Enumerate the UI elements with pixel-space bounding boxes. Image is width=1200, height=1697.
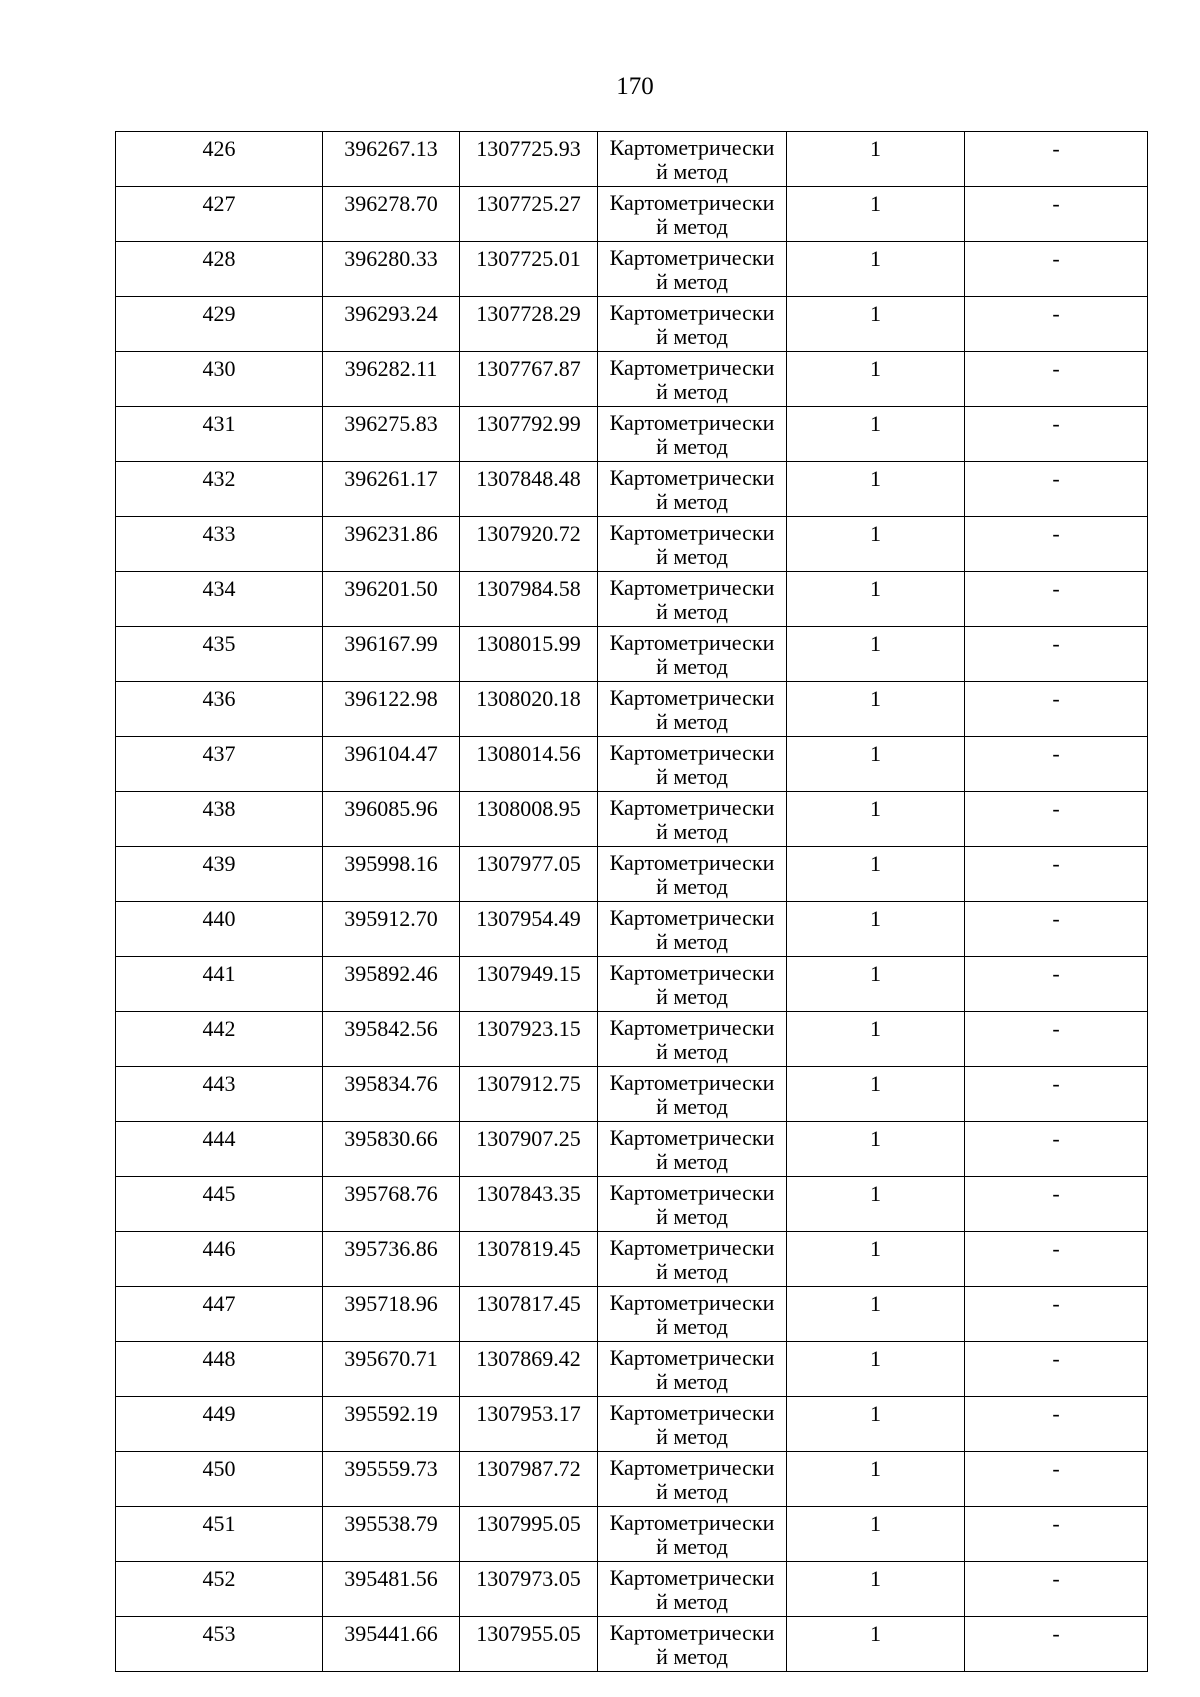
accuracy-cell: 1	[787, 1342, 965, 1397]
accuracy-cell: 1	[787, 352, 965, 407]
method-text-line-2: й метод	[656, 1095, 728, 1119]
table-row	[116, 792, 1148, 847]
y-coordinate-cell: 1307869.42	[460, 1342, 598, 1397]
x-coordinate-cell: 395481.56	[323, 1562, 460, 1617]
point-number-cell: 439	[116, 847, 323, 902]
table-row	[116, 847, 1148, 902]
method-cell	[598, 352, 787, 407]
accuracy-cell: 1	[787, 1562, 965, 1617]
method-text-line-1: Картометрически	[609, 356, 775, 380]
point-number-cell: 435	[116, 627, 323, 682]
table-row	[116, 407, 1148, 462]
method-text-line-1: Картометрически	[609, 1016, 775, 1040]
note-cell: -	[965, 132, 1148, 187]
method-cell	[598, 517, 787, 572]
table-row	[116, 517, 1148, 572]
method-text-line-2: й метод	[656, 765, 728, 789]
method-text-line-1: Картометрически	[609, 961, 775, 985]
note-cell: -	[965, 407, 1148, 462]
accuracy-cell: 1	[787, 1012, 965, 1067]
point-number-cell: 438	[116, 792, 323, 847]
table-row	[116, 1232, 1148, 1287]
x-coordinate-cell: 396085.96	[323, 792, 460, 847]
note-cell: -	[965, 297, 1148, 352]
x-coordinate-cell: 395718.96	[323, 1287, 460, 1342]
note-cell: -	[965, 627, 1148, 682]
note-cell: -	[965, 1232, 1148, 1287]
table-row	[116, 242, 1148, 297]
method-text-line-1: Картометрически	[609, 686, 775, 710]
x-coordinate-cell: 396282.11	[323, 352, 460, 407]
note-cell: -	[965, 1342, 1148, 1397]
x-coordinate-cell: 395830.66	[323, 1122, 460, 1177]
x-coordinate-cell: 396201.50	[323, 572, 460, 627]
accuracy-cell: 1	[787, 1177, 965, 1232]
method-text-line-2: й метод	[656, 655, 728, 679]
method-text-line-1: Картометрически	[609, 1511, 775, 1535]
accuracy-cell: 1	[787, 242, 965, 297]
method-text-line-1: Картометрически	[609, 796, 775, 820]
x-coordinate-cell: 395892.46	[323, 957, 460, 1012]
method-text-line-2: й метод	[656, 435, 728, 459]
method-text-line-2: й метод	[656, 710, 728, 734]
table-row	[116, 1122, 1148, 1177]
table-row	[116, 1397, 1148, 1452]
method-text-line-2: й метод	[656, 1150, 728, 1174]
x-coordinate-cell: 396280.33	[323, 242, 460, 297]
method-text-line-2: й метод	[656, 1535, 728, 1559]
method-text-line-1: Картометрически	[609, 1126, 775, 1150]
note-cell: -	[965, 1507, 1148, 1562]
point-number-cell: 428	[116, 242, 323, 297]
method-text-line-2: й метод	[656, 380, 728, 404]
method-text-line-2: й метод	[656, 1590, 728, 1614]
note-cell: -	[965, 572, 1148, 627]
method-text-line-1: Картометрически	[609, 741, 775, 765]
y-coordinate-cell: 1307843.35	[460, 1177, 598, 1232]
method-cell	[598, 1507, 787, 1562]
accuracy-cell: 1	[787, 737, 965, 792]
method-cell	[598, 462, 787, 517]
note-cell: -	[965, 462, 1148, 517]
point-number-cell: 444	[116, 1122, 323, 1177]
y-coordinate-cell: 1307977.05	[460, 847, 598, 902]
y-coordinate-cell: 1307907.25	[460, 1122, 598, 1177]
y-coordinate-cell: 1307973.05	[460, 1562, 598, 1617]
method-text-line-1: Картометрически	[609, 1621, 775, 1645]
method-text-line-1: Картометрически	[609, 411, 775, 435]
x-coordinate-cell: 396167.99	[323, 627, 460, 682]
method-text-line-2: й метод	[656, 820, 728, 844]
y-coordinate-cell: 1308008.95	[460, 792, 598, 847]
x-coordinate-cell: 396261.17	[323, 462, 460, 517]
method-text-line-2: й метод	[656, 215, 728, 239]
y-coordinate-cell: 1307987.72	[460, 1452, 598, 1507]
method-cell	[598, 1342, 787, 1397]
coordinates-table	[115, 131, 1148, 1672]
method-cell	[598, 572, 787, 627]
table-row	[116, 297, 1148, 352]
note-cell: -	[965, 352, 1148, 407]
accuracy-cell: 1	[787, 847, 965, 902]
y-coordinate-cell: 1307725.93	[460, 132, 598, 187]
table-row	[116, 187, 1148, 242]
x-coordinate-cell: 395592.19	[323, 1397, 460, 1452]
table-row	[116, 902, 1148, 957]
method-text-line-2: й метод	[656, 600, 728, 624]
method-text-line-2: й метод	[656, 930, 728, 954]
method-text-line-1: Картометрически	[609, 521, 775, 545]
y-coordinate-cell: 1307848.48	[460, 462, 598, 517]
y-coordinate-cell: 1307817.45	[460, 1287, 598, 1342]
accuracy-cell: 1	[787, 297, 965, 352]
note-cell: -	[965, 517, 1148, 572]
y-coordinate-cell: 1307949.15	[460, 957, 598, 1012]
x-coordinate-cell: 395670.71	[323, 1342, 460, 1397]
note-cell: -	[965, 1397, 1148, 1452]
method-text-line-1: Картометрически	[609, 1236, 775, 1260]
accuracy-cell: 1	[787, 572, 965, 627]
method-cell	[598, 1562, 787, 1617]
method-text-line-2: й метод	[656, 1480, 728, 1504]
method-text-line-2: й метод	[656, 325, 728, 349]
method-cell	[598, 737, 787, 792]
x-coordinate-cell: 395538.79	[323, 1507, 460, 1562]
accuracy-cell: 1	[787, 1452, 965, 1507]
point-number-cell: 448	[116, 1342, 323, 1397]
point-number-cell: 429	[116, 297, 323, 352]
accuracy-cell: 1	[787, 1507, 965, 1562]
y-coordinate-cell: 1307819.45	[460, 1232, 598, 1287]
point-number-cell: 449	[116, 1397, 323, 1452]
accuracy-cell: 1	[787, 132, 965, 187]
table-row	[116, 1177, 1148, 1232]
y-coordinate-cell: 1307792.99	[460, 407, 598, 462]
table-row	[116, 682, 1148, 737]
accuracy-cell: 1	[787, 792, 965, 847]
point-number-cell: 452	[116, 1562, 323, 1617]
method-text-line-1: Картометрически	[609, 906, 775, 930]
method-text-line-1: Картометрически	[609, 1346, 775, 1370]
method-cell	[598, 242, 787, 297]
method-cell	[598, 957, 787, 1012]
point-number-cell: 433	[116, 517, 323, 572]
accuracy-cell: 1	[787, 462, 965, 517]
method-text-line-2: й метод	[656, 1205, 728, 1229]
x-coordinate-cell: 395842.56	[323, 1012, 460, 1067]
method-cell	[598, 1177, 787, 1232]
x-coordinate-cell: 395736.86	[323, 1232, 460, 1287]
accuracy-cell: 1	[787, 407, 965, 462]
method-text-line-2: й метод	[656, 1315, 728, 1339]
x-coordinate-cell: 395912.70	[323, 902, 460, 957]
accuracy-cell: 1	[787, 1397, 965, 1452]
y-coordinate-cell: 1307725.01	[460, 242, 598, 297]
note-cell: -	[965, 847, 1148, 902]
method-text-line-2: й метод	[656, 1645, 728, 1669]
method-cell	[598, 1287, 787, 1342]
accuracy-cell: 1	[787, 627, 965, 682]
method-text-line-1: Картометрически	[609, 851, 775, 875]
table-row	[116, 572, 1148, 627]
x-coordinate-cell: 395998.16	[323, 847, 460, 902]
note-cell: -	[965, 1012, 1148, 1067]
method-text-line-2: й метод	[656, 1040, 728, 1064]
point-number-cell: 450	[116, 1452, 323, 1507]
accuracy-cell: 1	[787, 1122, 965, 1177]
accuracy-cell: 1	[787, 902, 965, 957]
accuracy-cell: 1	[787, 1287, 965, 1342]
method-text-line-1: Картометрически	[609, 1401, 775, 1425]
note-cell: -	[965, 1452, 1148, 1507]
y-coordinate-cell: 1307995.05	[460, 1507, 598, 1562]
method-text-line-1: Картометрически	[609, 1181, 775, 1205]
y-coordinate-cell: 1307767.87	[460, 352, 598, 407]
method-text-line-1: Картометрически	[609, 136, 775, 160]
point-number-cell: 440	[116, 902, 323, 957]
method-cell	[598, 1617, 787, 1672]
method-text-line-2: й метод	[656, 160, 728, 184]
method-text-line-1: Картометрически	[609, 1456, 775, 1480]
note-cell: -	[965, 682, 1148, 737]
point-number-cell: 431	[116, 407, 323, 462]
table-row	[116, 1507, 1148, 1562]
table-row	[116, 1452, 1148, 1507]
y-coordinate-cell: 1307953.17	[460, 1397, 598, 1452]
y-coordinate-cell: 1307912.75	[460, 1067, 598, 1122]
method-text-line-2: й метод	[656, 270, 728, 294]
method-text-line-1: Картометрически	[609, 191, 775, 215]
accuracy-cell: 1	[787, 1617, 965, 1672]
method-cell	[598, 1232, 787, 1287]
note-cell: -	[965, 1617, 1148, 1672]
table-row	[116, 627, 1148, 682]
note-cell: -	[965, 242, 1148, 297]
y-coordinate-cell: 1307728.29	[460, 297, 598, 352]
table-row	[116, 737, 1148, 792]
point-number-cell: 426	[116, 132, 323, 187]
accuracy-cell: 1	[787, 1232, 965, 1287]
method-text-line-1: Картометрически	[609, 1566, 775, 1590]
table-row	[116, 1562, 1148, 1617]
accuracy-cell: 1	[787, 1067, 965, 1122]
method-text-line-2: й метод	[656, 490, 728, 514]
point-number-cell: 442	[116, 1012, 323, 1067]
method-text-line-1: Картометрически	[609, 1071, 775, 1095]
note-cell: -	[965, 902, 1148, 957]
method-cell	[598, 902, 787, 957]
note-cell: -	[965, 1067, 1148, 1122]
note-cell: -	[965, 1177, 1148, 1232]
method-cell	[598, 1452, 787, 1507]
method-cell	[598, 1067, 787, 1122]
method-cell	[598, 1397, 787, 1452]
y-coordinate-cell: 1307954.49	[460, 902, 598, 957]
table-row	[116, 1067, 1148, 1122]
point-number-cell: 441	[116, 957, 323, 1012]
x-coordinate-cell: 396293.24	[323, 297, 460, 352]
accuracy-cell: 1	[787, 517, 965, 572]
table-row	[116, 462, 1148, 517]
method-text-line-2: й метод	[656, 875, 728, 899]
accuracy-cell: 1	[787, 187, 965, 242]
y-coordinate-cell: 1307725.27	[460, 187, 598, 242]
x-coordinate-cell: 396231.86	[323, 517, 460, 572]
method-cell	[598, 1012, 787, 1067]
point-number-cell: 432	[116, 462, 323, 517]
point-number-cell: 430	[116, 352, 323, 407]
method-cell	[598, 792, 787, 847]
method-text-line-1: Картометрически	[609, 466, 775, 490]
note-cell: -	[965, 1122, 1148, 1177]
x-coordinate-cell: 395768.76	[323, 1177, 460, 1232]
method-cell	[598, 132, 787, 187]
point-number-cell: 451	[116, 1507, 323, 1562]
point-number-cell: 446	[116, 1232, 323, 1287]
method-cell	[598, 1122, 787, 1177]
note-cell: -	[965, 737, 1148, 792]
x-coordinate-cell: 396278.70	[323, 187, 460, 242]
method-text-line-2: й метод	[656, 1370, 728, 1394]
accuracy-cell: 1	[787, 682, 965, 737]
point-number-cell: 443	[116, 1067, 323, 1122]
method-cell	[598, 407, 787, 462]
note-cell: -	[965, 792, 1148, 847]
point-number-cell: 434	[116, 572, 323, 627]
method-cell	[598, 627, 787, 682]
table-row	[116, 1342, 1148, 1397]
note-cell: -	[965, 1287, 1148, 1342]
point-number-cell: 436	[116, 682, 323, 737]
x-coordinate-cell: 396104.47	[323, 737, 460, 792]
method-text-line-2: й метод	[656, 545, 728, 569]
method-cell	[598, 297, 787, 352]
note-cell: -	[965, 1562, 1148, 1617]
point-number-cell: 453	[116, 1617, 323, 1672]
y-coordinate-cell: 1308014.56	[460, 737, 598, 792]
method-text-line-1: Картометрически	[609, 576, 775, 600]
method-text-line-1: Картометрически	[609, 1291, 775, 1315]
note-cell: -	[965, 187, 1148, 242]
table-row	[116, 1617, 1148, 1672]
y-coordinate-cell: 1307923.15	[460, 1012, 598, 1067]
method-text-line-2: й метод	[656, 985, 728, 1009]
y-coordinate-cell: 1307920.72	[460, 517, 598, 572]
y-coordinate-cell: 1308020.18	[460, 682, 598, 737]
table-row	[116, 1012, 1148, 1067]
method-cell	[598, 847, 787, 902]
x-coordinate-cell: 395834.76	[323, 1067, 460, 1122]
x-coordinate-cell: 395441.66	[323, 1617, 460, 1672]
y-coordinate-cell: 1307984.58	[460, 572, 598, 627]
x-coordinate-cell: 396275.83	[323, 407, 460, 462]
table-row	[116, 957, 1148, 1012]
method-text-line-1: Картометрически	[609, 631, 775, 655]
method-text-line-2: й метод	[656, 1425, 728, 1449]
table-row	[116, 352, 1148, 407]
method-text-line-1: Картометрически	[609, 301, 775, 325]
y-coordinate-cell: 1307955.05	[460, 1617, 598, 1672]
point-number-cell: 447	[116, 1287, 323, 1342]
x-coordinate-cell: 395559.73	[323, 1452, 460, 1507]
method-cell	[598, 187, 787, 242]
point-number-cell: 427	[116, 187, 323, 242]
table-row	[116, 1287, 1148, 1342]
x-coordinate-cell: 396122.98	[323, 682, 460, 737]
table-row	[116, 132, 1148, 187]
method-text-line-1: Картометрически	[609, 246, 775, 270]
y-coordinate-cell: 1308015.99	[460, 627, 598, 682]
page-number: 170	[616, 73, 654, 100]
method-cell	[598, 682, 787, 737]
method-text-line-2: й метод	[656, 1260, 728, 1284]
point-number-cell: 445	[116, 1177, 323, 1232]
note-cell: -	[965, 957, 1148, 1012]
accuracy-cell: 1	[787, 957, 965, 1012]
point-number-cell: 437	[116, 737, 323, 792]
x-coordinate-cell: 396267.13	[323, 132, 460, 187]
coordinates-table-body	[116, 132, 1148, 1672]
